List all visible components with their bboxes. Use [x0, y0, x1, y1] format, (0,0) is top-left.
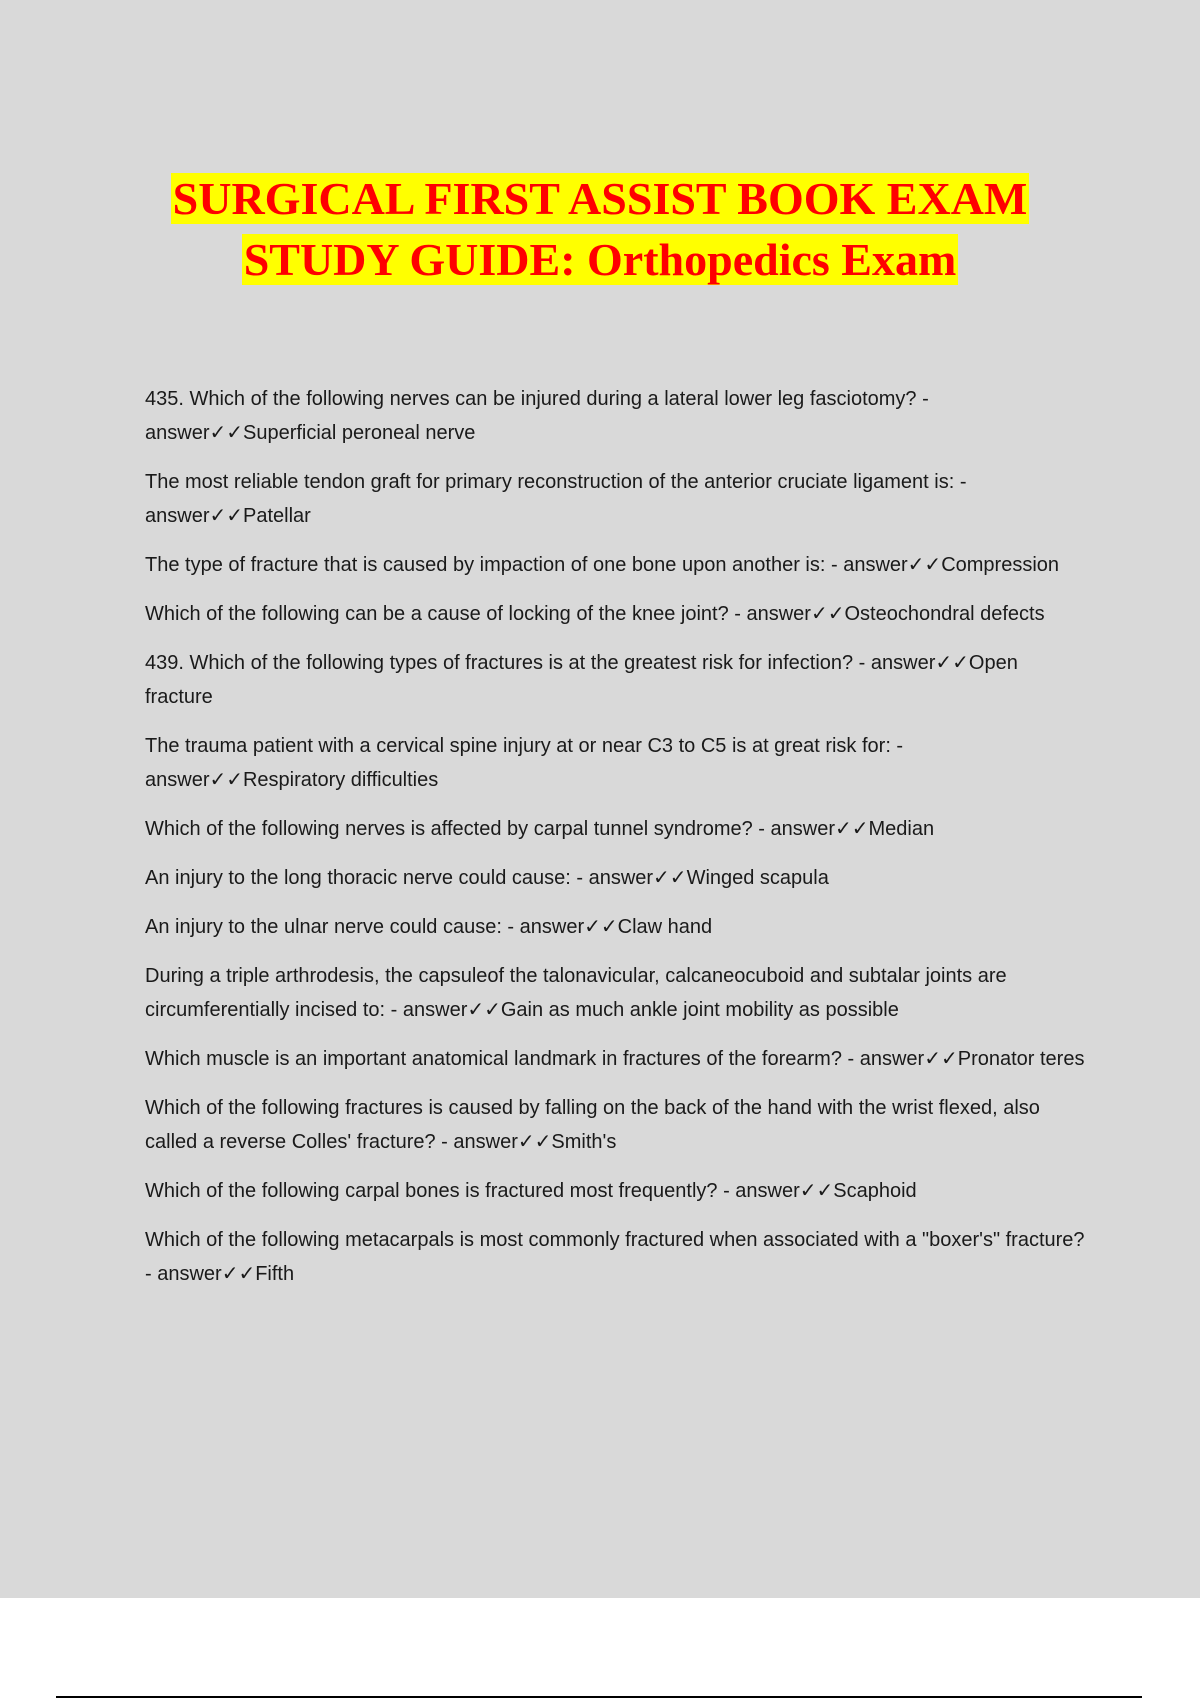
answer-text: answer✓✓Pronator teres: [859, 1048, 1085, 1070]
answer-text: answer✓✓Compression: [843, 554, 1060, 576]
answer-text: answer✓✓Winged scapula: [588, 867, 829, 889]
title-line-1: [0, 168, 1200, 229]
question-text: 439. Which of the following types of fractures is at the greatest risk for infection? -: [145, 652, 871, 674]
qa-item: [145, 959, 1085, 1027]
question-text: The type of fracture that is caused by impaction of one bone upon another is: -: [145, 554, 844, 576]
qa-item: [145, 646, 1085, 714]
answer-text: answer✓✓Open fracture: [145, 652, 1018, 708]
question-text: Which of the following carpal bones is fractured most frequently? -: [145, 1180, 736, 1202]
question-text: The trauma patient with a cervical spine injury at or near C3 to C5 is at great risk for: -: [145, 735, 904, 757]
answer-text: answer✓✓Smith's: [453, 1131, 617, 1153]
qa-item: [145, 1091, 1085, 1159]
qa-item: [145, 382, 1085, 450]
question-text: An injury to the long thoracic nerve could cause: -: [145, 867, 589, 889]
answer-text: answer✓✓Gain as much ankle joint mobility as possible: [402, 999, 899, 1021]
answer-text: answer✓✓Osteochondral defects: [746, 603, 1045, 625]
question-text: Which muscle is an important anatomical landmark in fractures of the forearm? -: [145, 1048, 860, 1070]
footer-divider: [56, 1696, 1142, 1698]
qa-item: [145, 548, 1085, 582]
title-line-2: [0, 229, 1200, 290]
question-text: Which of the following metacarpals is most commonly fractured when associated with a "boxer's" fracture? -: [145, 1229, 1085, 1285]
qa-item: [145, 861, 1085, 895]
question-text: Which of the following can be a cause of locking of the knee joint? -: [145, 603, 747, 625]
qa-item: [145, 597, 1085, 631]
qa-item: [145, 465, 1085, 533]
answer-text: answer✓✓Fifth: [157, 1263, 295, 1285]
question-text: The most reliable tendon graft for primary reconstruction of the anterior cruciate ligament is: -: [145, 471, 967, 493]
qa-list: [145, 382, 1085, 1306]
qa-item: [145, 1174, 1085, 1208]
question-text: Which of the following nerves is affected by carpal tunnel syndrome? -: [145, 818, 771, 840]
document-title: [0, 168, 1200, 290]
question-text: During a triple arthrodesis, the capsuleof the talonavicular, calcaneocuboid and subtalar joints are circumferentially incised to: -: [145, 965, 1007, 1021]
question-text: An injury to the ulnar nerve could cause: -: [145, 916, 520, 938]
answer-text: answer✓✓Respiratory difficulties: [145, 769, 439, 791]
qa-item: [145, 729, 1085, 797]
answer-text: answer✓✓Patellar: [145, 505, 311, 527]
qa-item: [145, 910, 1085, 944]
title-line-1-text: SURGICAL FIRST ASSIST BOOK EXAM: [172, 173, 1028, 224]
qa-item: [145, 1042, 1085, 1076]
question-text: 435. Which of the following nerves can be injured during a lateral lower leg fasciotomy? -: [145, 388, 929, 410]
answer-text: answer✓✓Claw hand: [519, 916, 713, 938]
answer-text: answer✓✓Superficial peroneal nerve: [145, 422, 476, 444]
title-line-2-text: STUDY GUIDE: Orthopedics Exam: [243, 234, 957, 285]
qa-item: [145, 1223, 1085, 1291]
question-text: Which of the following fractures is caused by falling on the back of the hand with the wrist flexed, also called a reverse Colles' fracture? -: [145, 1097, 1040, 1153]
answer-text: answer✓✓Median: [770, 818, 935, 840]
qa-item: [145, 812, 1085, 846]
answer-text: answer✓✓Scaphoid: [735, 1180, 917, 1202]
